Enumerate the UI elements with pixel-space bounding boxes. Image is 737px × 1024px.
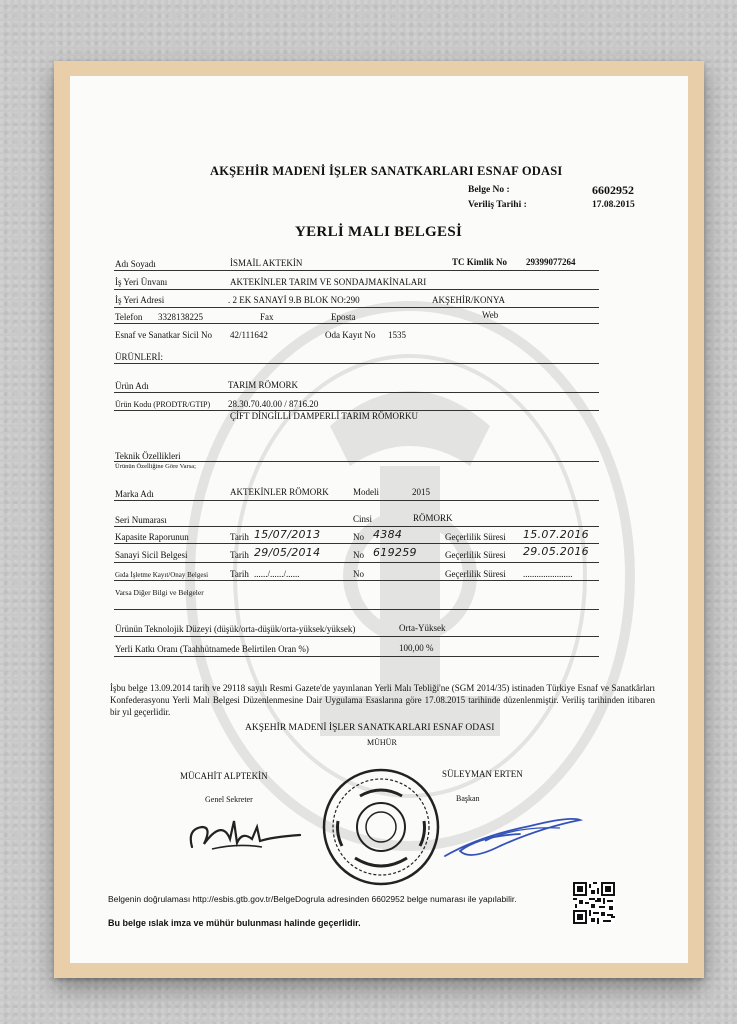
sicil-label: Esnaf ve Sanatkar Sicil No [115,330,212,340]
kapasite-tarih-label: Tarih [230,532,249,542]
gida-label: Gıda İşletme Kayıt/Onay Belgesi [115,571,209,579]
kapasite-label: Kapasite Raporunun [115,532,189,542]
katki-label: Yerli Katkı Oranı (Taahhütnamede Belirtilen Oran %) [115,644,309,654]
stamp-icon [320,766,442,888]
cinsi-value: RÖMORK [413,513,453,523]
teknoloji-label: Ürünün Teknolojik Düzeyi (düşük/orta-düşük/orta-yüksek/yüksek) [115,624,356,634]
rule [114,289,599,290]
rule [114,500,599,501]
gida-no-label: No [353,569,364,579]
urunleri-label: ÜRÜNLERİ: [115,352,163,362]
gida-gecerlilik-label: Geçerlilik Süresi [445,569,506,579]
kapasite-tarih-value: 15/07/2013 [254,528,321,541]
rule [114,609,599,610]
isyeri-adresi-value: . 2 EK SANAYİ 9.B BLOK NO:290 [228,295,360,305]
telefon-value: 3328138225 [158,312,203,322]
kapasite-no-label: No [353,532,364,542]
rule [114,580,599,581]
rule [114,526,599,527]
teknoloji-value: Orta-Yüksek [399,623,446,633]
model-value: 2015 [412,487,430,497]
marka-label: Marka Adı [115,489,154,499]
document-title: YERLİ MALI BELGESİ [295,224,463,240]
katki-value: 100,00 % [399,643,434,653]
rule [114,410,599,411]
validity-note: Bu belge ıslak imza ve mühür bulunması halinde geçerlidir. [108,918,361,928]
organization-name: AKŞEHİR MADENİ İŞLER SANATKARLARI ESNAF ODASI [210,164,563,178]
oda-kayit-label: Oda Kayıt No [325,330,376,340]
sicil-value: 42/111642 [230,330,268,340]
cinsi-label: Cinsi [353,514,373,524]
belge-no-value: 6602952 [592,183,634,197]
isyeri-adresi-label: İş Yeri Adresi [115,295,165,305]
legal-paragraph: İşbu belge 13.09.2014 tarih ve 29118 sayılı Resmi Gazete'de yayınlanan Yerli Malı Tebliği'ne (SGM 2014/35) istinaden Türkiye Esnaf ve Sanatkârları Konfederasyonu Yerli Malı Belgesi Düzenlenmesine Dair Uygulama Esaslarına göre 17.08.2015 tarihinde düzenlenmiştir. Veriliş tarihinden itibaren bir yıl geçerlidir. [110,683,655,717]
rule [114,323,599,324]
rule [114,656,599,657]
kapasite-gecerlilik-value: 15.07.2016 [523,528,589,541]
rule [114,562,599,563]
signature-icon [182,809,307,859]
kapasite-gecerlilik-label: Geçerlilik Süresi [445,532,506,542]
seri-label: Seri Numarası [115,515,167,525]
oda-kayit-value: 1535 [388,330,406,340]
rule [114,392,599,393]
il-value: AKŞEHİR/KONYA [432,295,506,305]
kapasite-no-value: 4384 [373,528,403,541]
gida-tarih-value: ....../....../...... [254,569,300,579]
verification-note: Belgenin doğrulaması http://esbis.gtb.gov.tr/BelgeDogrula adresinden 6602952 belge numarası ile yapılabilir. [108,894,517,904]
rule [114,270,599,271]
teknik-sub-label: Ürünün Özelliğine Göre Varsa; [115,463,196,470]
teknik-label: Teknik Özellikleri [115,451,181,461]
sanayi-no-value: 619259 [373,546,417,559]
fax-label: Fax [260,312,274,322]
muhur-label: MÜHÜR [367,738,397,747]
urun-kodu-label: Ürün Kodu (PRODTR/GTIP) [115,400,211,409]
rule [114,363,599,364]
sanayi-no-label: No [353,550,364,560]
sanayi-tarih-label: Tarih [230,550,249,560]
gida-tarih-label: Tarih [230,569,249,579]
rule [114,543,599,544]
diger-label: Varsa Diğer Bilgi ve Belgeler [115,588,204,597]
certificate-paper [70,76,688,963]
left-signer-title: Genel Sekreter [205,795,253,804]
signature-org: AKŞEHİR MADENİ İŞLER SANATKARLARI ESNAF ODASI [245,723,495,733]
tc-value: 29399077264 [526,257,576,267]
verilis-value: 17.08.2015 [592,200,635,210]
right-signer-name: SÜLEYMAN ERTEN [442,769,523,779]
signature-icon [440,806,590,866]
verilis-label: Veriliş Tarihi : [468,200,527,210]
belge-no-label: Belge No : [468,185,510,195]
left-signer-name: MÜCAHİT ALPTEKİN [180,771,268,781]
rule [114,636,599,637]
tc-label: TC Kimlik No [452,257,508,267]
sanayi-tarih-value: 29/05/2014 [254,546,321,559]
qr-code-icon [573,882,615,924]
adi-soyadi-value: İSMAİL AKTEKİN [230,258,303,268]
urun-adi-value: TARIM RÖMORK [228,380,299,390]
sanayi-gecerlilik-value: 29.05.2016 [523,545,589,558]
urun-adi-label: Ürün Adı [115,381,149,391]
eposta-label: Eposta [331,312,356,322]
rule [114,461,599,462]
certificate-frame [54,61,704,978]
urun-kodu-value: 28.30.70.40.00 / 8716.20 [228,399,319,409]
isyeri-unvani-value: AKTEKİNLER TARIM VE SONDAJMAKİNALARI [230,277,427,287]
rule [114,307,599,308]
model-label: Modeli [353,487,379,497]
telefon-label: Telefon [115,312,143,322]
sanayi-gecerlilik-label: Geçerlilik Süresi [445,550,506,560]
web-label: Web [482,310,499,320]
sanayi-label: Sanayi Sicil Belgesi [115,550,188,560]
adi-soyadi-label: Adı Soyadı [115,259,156,269]
isyeri-unvani-label: İş Yeri Ünvanı [115,277,168,287]
urun-aciklama-value: ÇİFT DİNGİLLİ DAMPERLİ TARIM RÖMORKU [230,411,418,421]
gida-gecerlilik-value: ...................... [523,569,573,579]
marka-value: AKTEKİNLER RÖMORK [230,487,329,497]
right-signer-title: Başkan [456,794,480,803]
